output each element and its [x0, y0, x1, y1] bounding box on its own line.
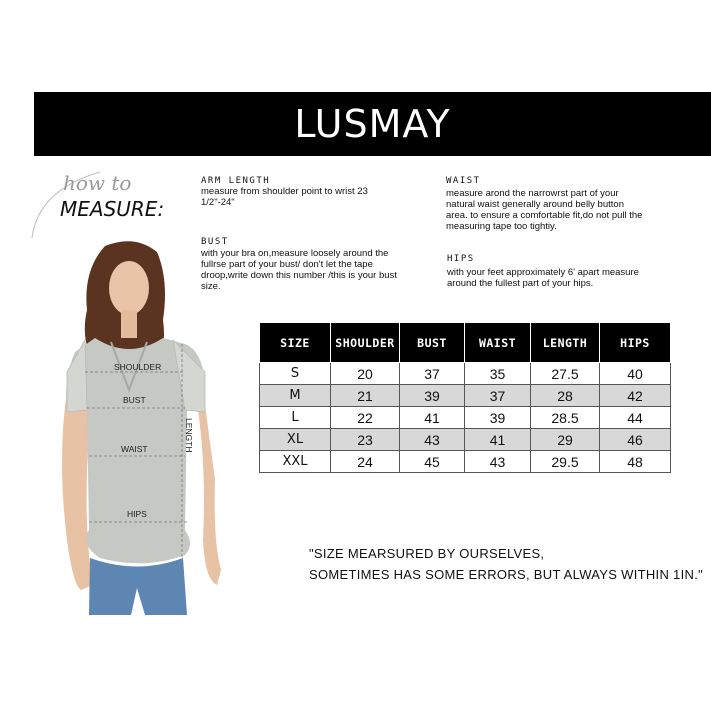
length-cell: 28 — [531, 385, 600, 407]
waist-cell: 39 — [465, 407, 531, 429]
size-cell: L — [260, 407, 331, 429]
figure-label-hips: HIPS — [127, 509, 147, 519]
length-cell: 29.5 — [531, 451, 600, 473]
hips-title: HIPS — [447, 254, 475, 264]
length-cell: 29 — [531, 429, 600, 451]
size-cell: XXL — [260, 451, 331, 473]
table-row — [260, 451, 671, 473]
howto-label: how to — [63, 171, 132, 195]
size-chart-table — [259, 322, 671, 473]
arm-length-text: measure from shoulder point to wrist 23 1/2"-24" — [201, 186, 368, 208]
measure-word: MEASURE — [60, 197, 158, 221]
bust-cell: 39 — [400, 385, 465, 407]
waist-cell: 43 — [465, 451, 531, 473]
table-row — [260, 429, 671, 451]
hips-text: with your feet approximately 6' apart measure around the fullest part of your hips. — [447, 267, 639, 289]
bust-cell: 37 — [400, 363, 465, 385]
size-cell: XL — [260, 429, 331, 451]
shoulder-cell: 23 — [331, 429, 400, 451]
hips-cell: 46 — [600, 429, 671, 451]
table-row — [260, 385, 671, 407]
length-cell: 28.5 — [531, 407, 600, 429]
figure-label-shoulder: SHOULDER — [114, 362, 162, 372]
bust-cell: 41 — [400, 407, 465, 429]
waist-cell: 41 — [465, 429, 531, 451]
bust-cell: 43 — [400, 429, 465, 451]
hips-cell: 42 — [600, 385, 671, 407]
shoulder-cell: 21 — [331, 385, 400, 407]
face-shape — [109, 261, 149, 315]
disclaimer-line-1: "SIZE MEARSURED BY OURSELVES, — [309, 546, 545, 561]
figure-label-waist: WAIST — [121, 444, 148, 454]
hips-cell: 48 — [600, 451, 671, 473]
jeans-shape — [89, 558, 187, 615]
neck-shape — [121, 310, 137, 338]
bust-title: BUST — [201, 237, 229, 247]
disclaimer-note — [309, 543, 703, 585]
header-bust: BUST — [400, 323, 465, 363]
bust-cell: 45 — [400, 451, 465, 473]
header-hips: HIPS — [600, 323, 671, 363]
bust-text: with your bra on,measure loosely around the fullrse part of your bust/ don't let the tape droop,write down this number /this is your bust size. — [201, 248, 397, 292]
table-row — [260, 407, 671, 429]
figure-label-bust: BUST — [123, 395, 146, 405]
header-size: SIZE — [260, 323, 331, 363]
brand-title: LUSMAY — [294, 102, 451, 146]
table-row — [260, 363, 671, 385]
header-shoulder: SHOULDER — [331, 323, 400, 363]
header-waist: WAIST — [465, 323, 531, 363]
figure-label-length: LENGTH — [184, 418, 194, 453]
length-cell: 27.5 — [531, 363, 600, 385]
hips-cell: 44 — [600, 407, 671, 429]
size-cell: S — [260, 363, 331, 385]
table-header-row — [260, 323, 671, 363]
shoulder-cell: 20 — [331, 363, 400, 385]
model-figure — [45, 240, 230, 615]
disclaimer-line-2: SOMETIMES HAS SOME ERRORS, BUT ALWAYS WITHIN 1IN." — [309, 567, 704, 582]
waist-title: WAIST — [446, 176, 481, 186]
waist-cell: 35 — [465, 363, 531, 385]
waist-text: measure arond the narrowrst part of your natural waist generally around belly button area. to ensure a comfortable fit,do not pull the measuring tape too tightiy. — [446, 188, 643, 232]
measure-colon: : — [157, 197, 165, 221]
arm-length-title: ARM LENGTH — [201, 176, 271, 186]
hips-cell: 40 — [600, 363, 671, 385]
brand-banner — [34, 92, 711, 156]
measure-label — [60, 197, 164, 221]
waist-cell: 37 — [465, 385, 531, 407]
shoulder-cell: 24 — [331, 451, 400, 473]
size-cell: M — [260, 385, 331, 407]
right-arm-shape — [195, 390, 221, 585]
header-length: LENGTH — [531, 323, 600, 363]
shoulder-cell: 22 — [331, 407, 400, 429]
